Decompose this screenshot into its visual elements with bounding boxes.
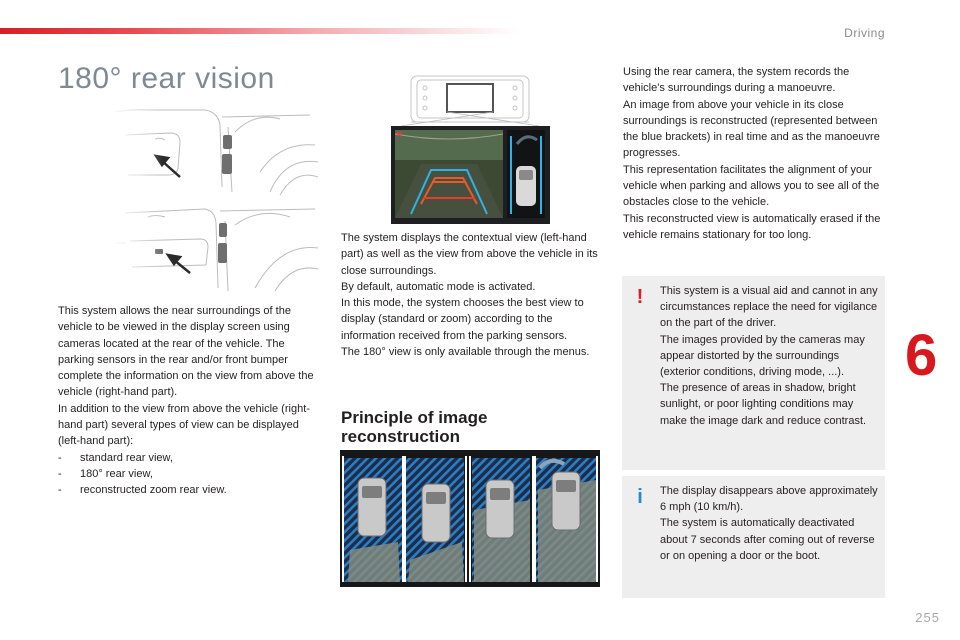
list-item <box>58 482 320 498</box>
list-item-text: 180° rear view, <box>80 467 153 480</box>
header-accent-bar <box>0 28 520 34</box>
page-title: 180° rear vision <box>58 62 275 95</box>
image-reconstruction-illustration <box>340 450 600 587</box>
list-dash: - <box>58 484 62 497</box>
info-icon: i <box>637 486 643 508</box>
display-paragraph-3: In this mode, the system chooses the best view to display (standard or zoom) according to the information received from the parking sensors. <box>341 297 584 342</box>
section-heading-reconstruction: Principle of image reconstruction <box>341 408 488 446</box>
intro-text <box>58 303 320 499</box>
page-number: 255 <box>915 610 940 625</box>
list-item-text: reconstructed zoom rear view. <box>80 484 227 497</box>
intro-paragraph-2: In addition to the view from above the vehicle (right-hand part) several types of view can be displayed (left-hand part): <box>58 402 310 448</box>
display-description-text <box>341 230 603 360</box>
display-screen-illustration <box>391 74 550 224</box>
list-item-text: standard rear view, <box>80 451 173 464</box>
rear-camera-illustration-top <box>110 107 320 197</box>
info-paragraph-1: The display disappears above approximately 6 mph (10 km/h). <box>660 485 878 514</box>
info-note <box>622 476 885 598</box>
warning-note <box>622 276 885 470</box>
reconstruction-paragraph-1: Using the rear camera, the system records the vehicle's surroundings during a manoeuvre. <box>623 66 850 95</box>
chapter-number: 6 <box>905 323 938 388</box>
section-label: Driving <box>844 26 885 40</box>
intro-paragraph-1: This system allows the near surroundings of the vehicle to be viewed in the display screen using cameras located at the rear of the vehicle. The parking sensors in the rear and/or front bumper complete the information on the view from above the vehicle (right-hand part). <box>58 305 314 399</box>
warning-paragraph-3: The presence of areas in shadow, bright sunlight, or poor lighting conditions may make the image dark and reduce contrast. <box>660 382 867 427</box>
list-item <box>58 466 320 482</box>
warning-icon: ! <box>636 286 644 308</box>
info-text <box>660 483 880 564</box>
display-paragraph-2: By default, automatic mode is activated. <box>341 280 536 293</box>
warning-paragraph-2: The images provided by the cameras may appear distorted by the surroundings (exterior conditions, driving mode, ...). <box>660 333 865 379</box>
list-dash: - <box>58 451 62 464</box>
list-item <box>58 450 320 466</box>
info-paragraph-2: The system is automatically deactivated about 7 seconds after coming out of reverse or on opening a door or the boot. <box>660 517 875 562</box>
list-dash: - <box>58 467 62 480</box>
display-paragraph-4: The 180° view is only available through the menus. <box>341 346 590 359</box>
reconstruction-paragraph-2: An image from above your vehicle in its close surroundings is reconstructed (represented between the blue brackets) in real time and as the manoeuvre progresses. <box>623 98 880 160</box>
reconstruction-paragraph-3: This representation facilitates the alignment of your vehicle when parking and allows you to see all of the obstacles close to the vehicle. <box>623 163 880 209</box>
rear-camera-illustration-bottom <box>110 203 320 293</box>
display-paragraph-1: The system displays the contextual view (left-hand part) as well as the view from above the vehicle in its close surroundings. <box>341 232 598 277</box>
warning-paragraph-1: This system is a visual aid and cannot in any circumstances replace the need for vigilance on the part of the driver. <box>660 285 878 330</box>
reconstruction-text <box>623 64 885 243</box>
reconstruction-paragraph-4: This reconstructed view is automatically erased if the vehicle remains stationary for too long. <box>623 212 881 241</box>
warning-text <box>660 283 880 429</box>
